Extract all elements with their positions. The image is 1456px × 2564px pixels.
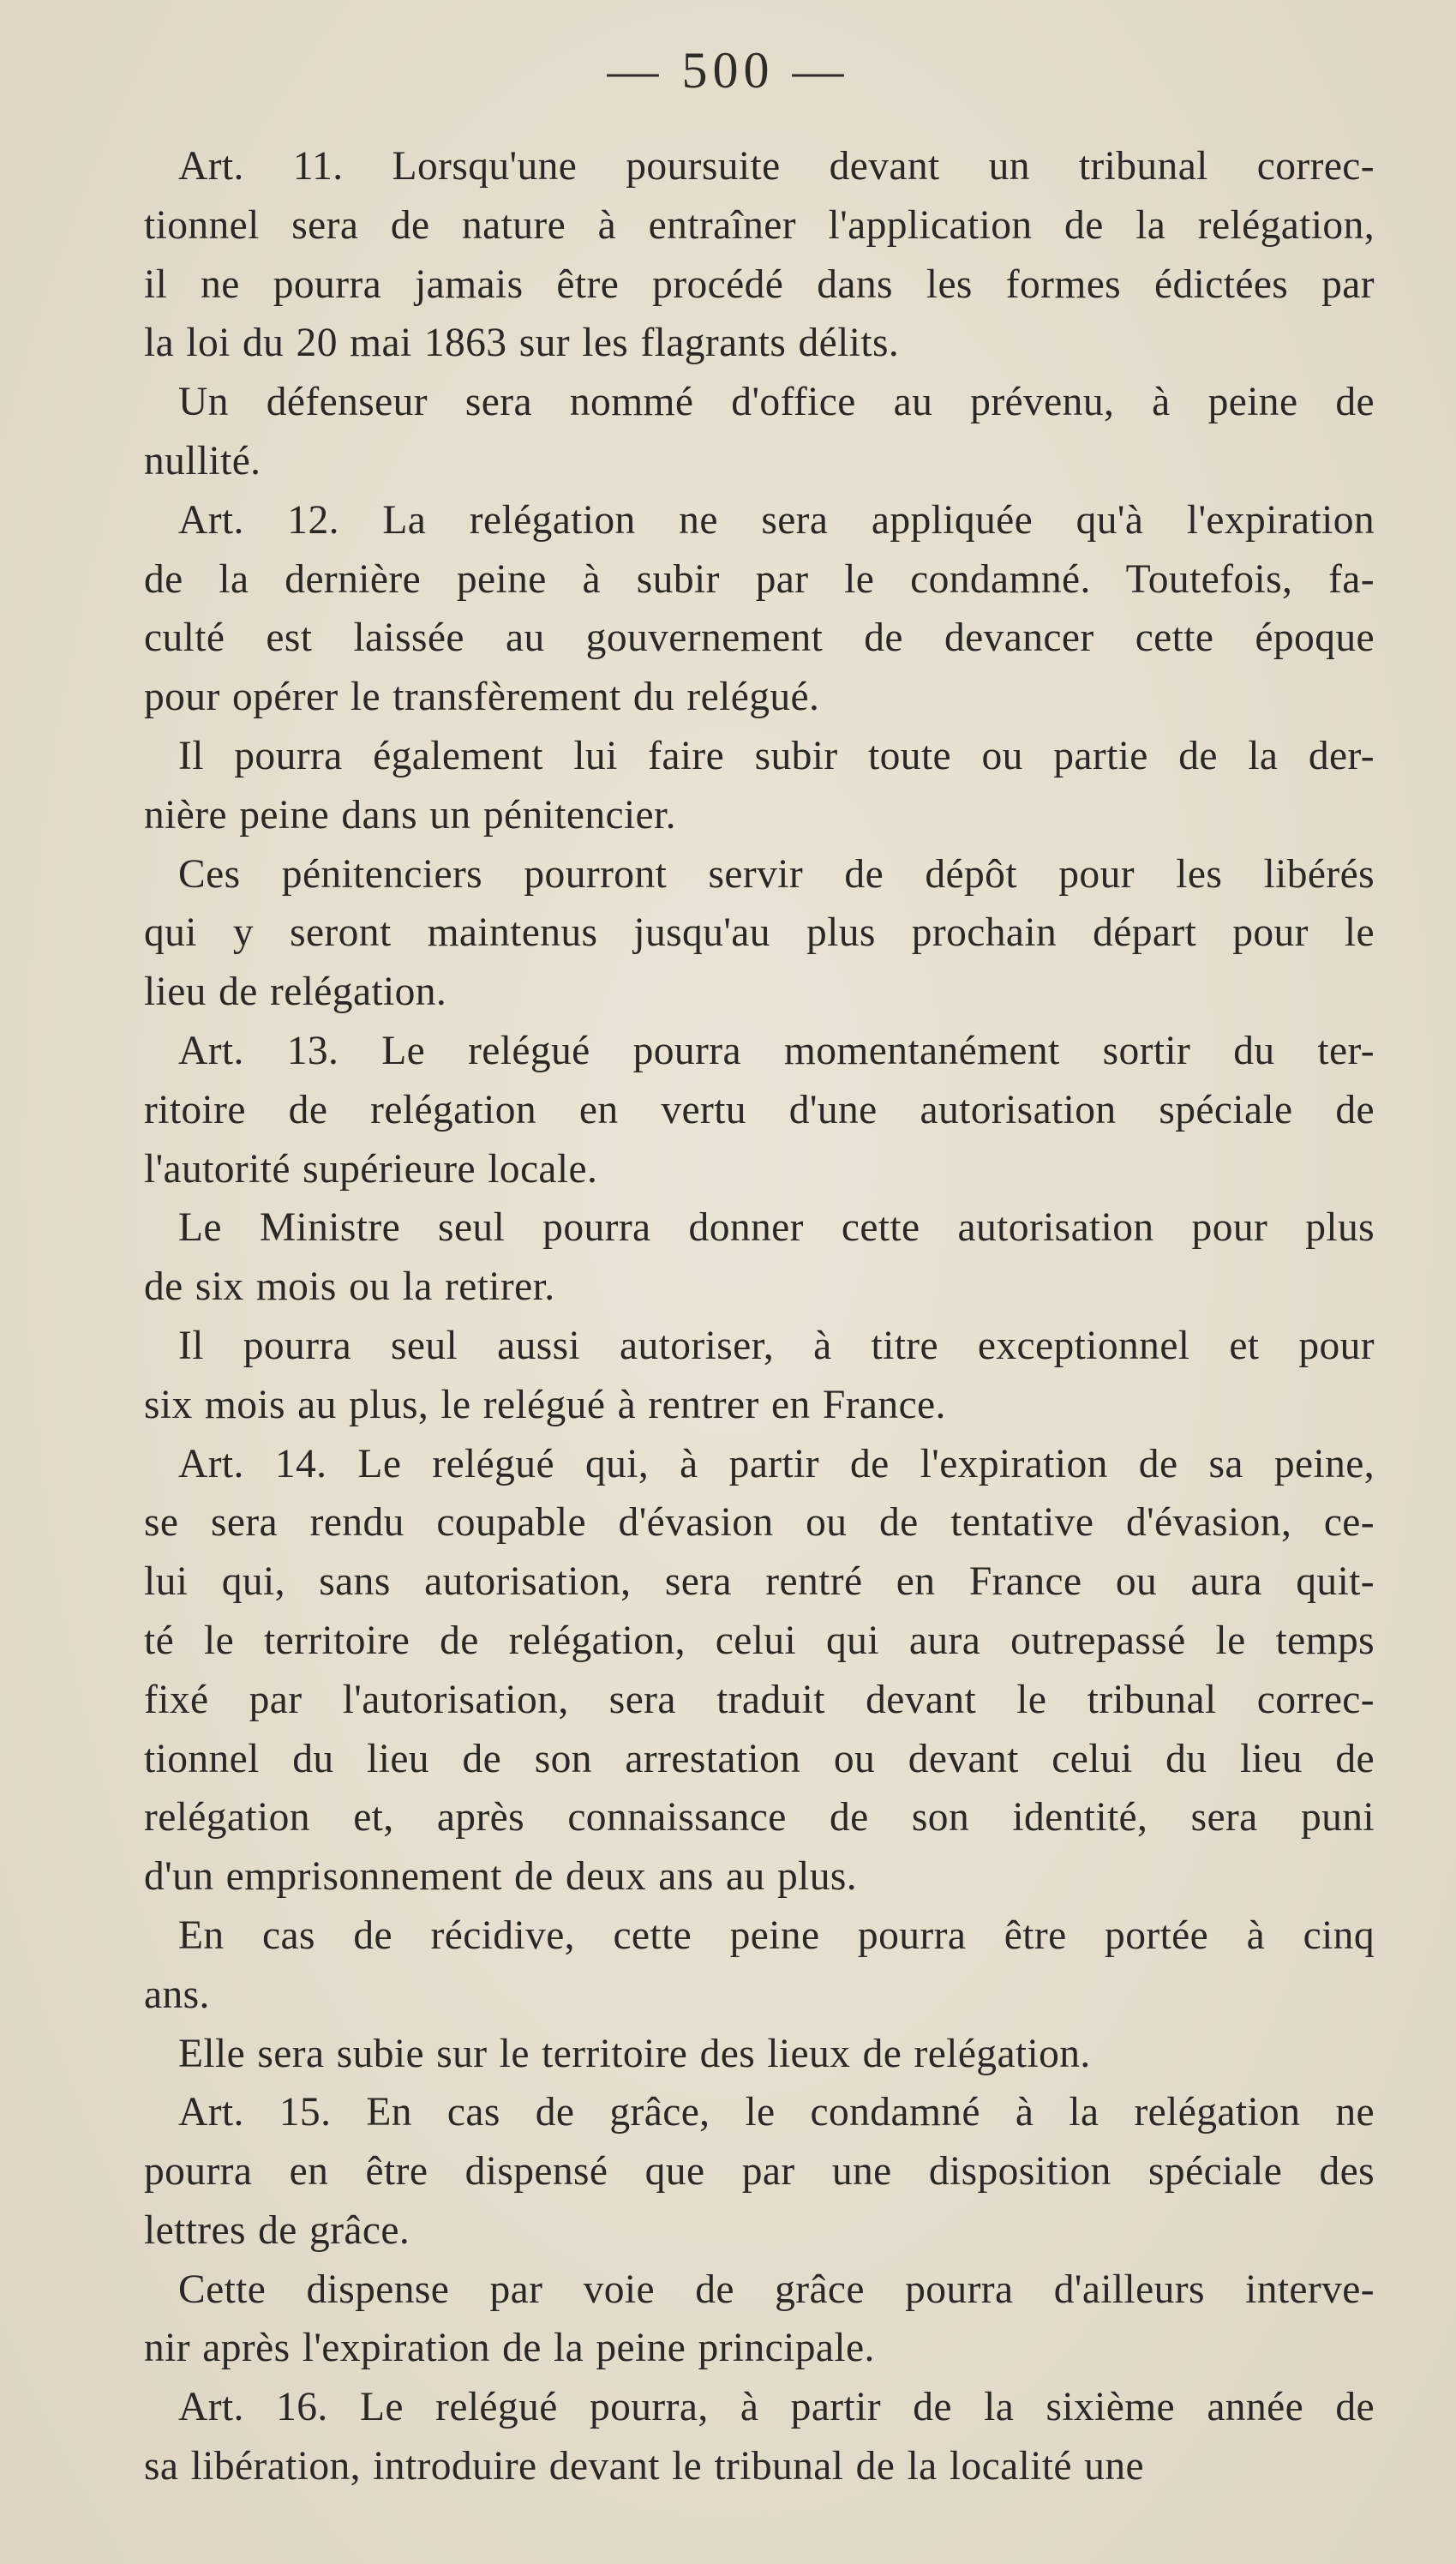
paragraph — [144, 727, 1375, 845]
page-number: — 500 — — [607, 42, 849, 99]
text-line: l'autorité supérieure locale. — [144, 1146, 598, 1192]
text-line: de six mois ou la retirer. — [144, 1264, 555, 1310]
text-line: Ces pénitenciers pourront servir de dépôt pour les libérés — [178, 851, 1375, 897]
text-line: d'un emprisonnement de deux ans au plus. — [144, 1854, 858, 1900]
paragraph — [144, 373, 1375, 491]
text-line: Il pourra seul aussi autoriser, à titre exceptionnel et pour — [178, 1323, 1375, 1368]
text-line: la loi du 20 mai 1863 sur les flagrants délits. — [144, 321, 900, 366]
paragraph — [144, 2261, 1375, 2379]
text-line: tionnel du lieu de son arrestation ou devant celui du lieu de — [144, 1736, 1375, 1781]
text-line: culté est laissée au gouvernement de devancer cette époque — [144, 615, 1375, 661]
text-line: fixé par l'autorisation, sera traduit devant le tribunal correc- — [144, 1677, 1375, 1722]
paragraph — [144, 491, 1375, 727]
paragraph — [144, 1198, 1375, 1317]
text-line: té le territoire de relégation, celui qui aura outrepassé le temps — [144, 1618, 1375, 1663]
text-line: Art. 16. Le relégué pourra, à partir de la sixième année de — [178, 2385, 1375, 2430]
text-line: nullité. — [144, 438, 261, 483]
text-line: lettres de grâce. — [144, 2207, 410, 2253]
text-line: Art. 11. Lorsqu'une poursuite devant un tribunal correc- — [178, 144, 1375, 189]
text-line: Art. 12. La relégation ne sera appliquée qu'à l'expiration — [178, 497, 1375, 543]
paragraph — [144, 1317, 1375, 1435]
text-line: de la dernière peine à subir par le condamné. Toutefois, fa- — [144, 556, 1375, 602]
text-line: Elle sera subie sur le territoire des lieux de relégation. — [178, 2031, 1091, 2076]
text-line: relégation et, après connaissance de son identité, sera puni — [144, 1795, 1375, 1840]
paragraph — [144, 137, 1375, 373]
text-line: Le Ministre seul pourra donner cette autorisation pour plus — [178, 1205, 1375, 1251]
paragraph — [144, 1435, 1375, 1906]
text-line: Il pourra également lui faire subir toute ou partie de la der- — [178, 733, 1375, 778]
body-text — [144, 137, 1375, 2496]
text-line: Art. 15. En cas de grâce, le condamné à la relégation ne — [178, 2090, 1375, 2135]
text-line: six mois au plus, le relégué à rentrer en France. — [144, 1382, 946, 1427]
text-line: il ne pourra jamais être procédé dans les formes édictées par — [144, 261, 1375, 307]
text-line: qui y seront maintenus jusqu'au plus prochain départ pour le — [144, 910, 1375, 956]
text-line: nière peine dans un pénitencier. — [144, 792, 676, 838]
text-line: ritoire de relégation en vertu d'une autorisation spéciale de — [144, 1087, 1375, 1132]
paragraph — [144, 845, 1375, 1022]
text-line: lieu de relégation. — [144, 970, 447, 1015]
text-line: En cas de récidive, cette peine pourra être portée à cinq — [178, 1912, 1375, 1958]
text-line: Art. 14. Le relégué qui, à partir de l'expiration de sa peine, — [178, 1441, 1375, 1486]
text-line: nir après l'expiration de la peine principale. — [144, 2326, 875, 2371]
text-line: tionnel sera de nature à entraîner l'application de la relégation, — [144, 202, 1375, 248]
paragraph — [144, 2025, 1375, 2084]
text-line: ans. — [144, 1972, 210, 2017]
text-line: lui qui, sans autorisation, sera rentré en France ou aura quit- — [144, 1559, 1375, 1605]
paragraph — [144, 1022, 1375, 1198]
text-line: pourra en être dispensé que par une disposition spéciale des — [144, 2149, 1375, 2195]
paragraph — [144, 2378, 1375, 2496]
text-line: Un défenseur sera nommé d'office au prévenu, à peine de — [178, 380, 1375, 425]
paragraph — [144, 1906, 1375, 2025]
text-line: se sera rendu coupable d'évasion ou de tentative d'évasion, ce- — [144, 1500, 1375, 1546]
text-line: Art. 13. Le relégué pourra momentanément sortir du ter- — [178, 1028, 1375, 1073]
text-line: Cette dispense par voie de grâce pourra d'ailleurs interve- — [178, 2267, 1375, 2312]
paragraph — [144, 2083, 1375, 2260]
text-line: pour opérer le transfèrement du relégué. — [144, 675, 820, 720]
text-line: sa libération, introduire devant le tribunal de la localité une — [144, 2444, 1144, 2489]
